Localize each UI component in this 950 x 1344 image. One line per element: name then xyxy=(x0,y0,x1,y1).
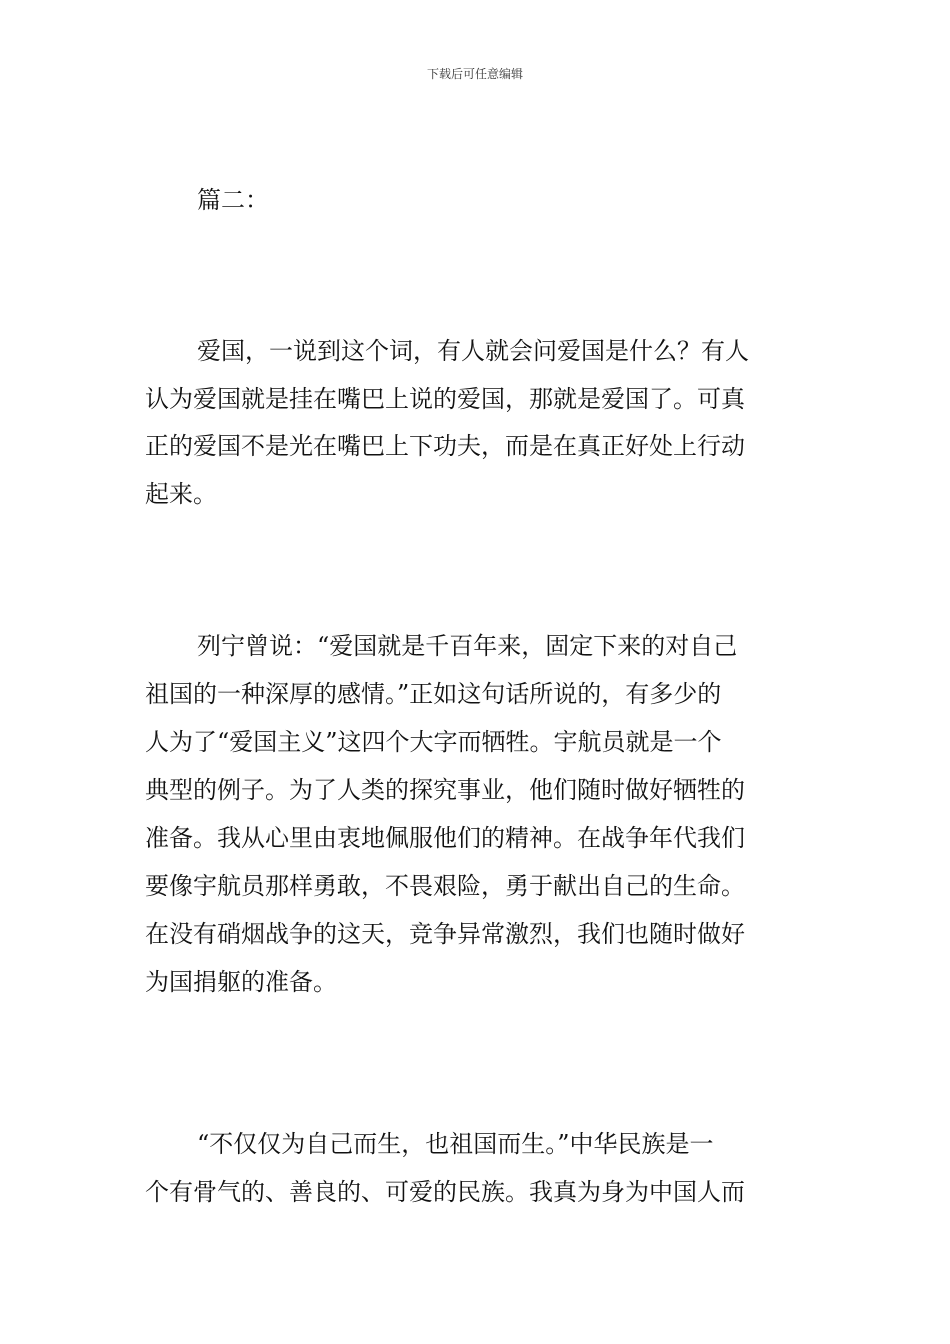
paragraph-2-line-1: 列宁曾说：“爱国就是千百年来，固定下来的对自己 xyxy=(197,632,738,660)
paragraph-2-line-6: 要像宇航员那样勇敢，不畏艰险，勇于献出自己的生命。 xyxy=(145,872,745,900)
paragraph-2-line-3: 人为了“爱国主义”这四个大字而牺牲。宇航员就是一个 xyxy=(145,728,722,756)
paragraph-2-line-7: 在没有硝烟战争的这天，竞争异常激烈，我们也随时做好 xyxy=(145,920,745,948)
paragraph-1-line-4: 起来。 xyxy=(145,480,217,508)
section-heading: 篇二： xyxy=(197,186,269,214)
paragraph-2-line-8: 为国捐躯的准备。 xyxy=(145,968,337,996)
paragraph-2-line-4: 典型的例子。为了人类的探究事业，他们随时做好牺牲的 xyxy=(145,776,745,804)
paragraph-1-line-3: 正的爱国不是光在嘴巴上下功夫，而是在真正好处上行动 xyxy=(145,432,745,460)
page-header: 下载后可任意编辑 xyxy=(426,67,523,81)
paragraph-3-line-1: “不仅仅为自己而生，也祖国而生。”中华民族是一 xyxy=(197,1130,714,1158)
paragraph-2-line-2: 祖国的一种深厚的感情。”正如这句话所说的，有多少的 xyxy=(145,680,722,708)
paragraph-2-line-5: 准备。我从心里由衷地佩服他们的精神。在战争年代我们 xyxy=(145,824,745,852)
paragraph-1-line-1: 爱国，一说到这个词，有人就会问爱国是什么？有人 xyxy=(197,337,749,365)
paragraph-1-line-2: 认为爱国就是挂在嘴巴上说的爱国，那就是爱国了。可真 xyxy=(145,385,745,413)
paragraph-3-line-2: 个有骨气的、善良的、可爱的民族。我真为身为中国人而 xyxy=(145,1178,745,1206)
